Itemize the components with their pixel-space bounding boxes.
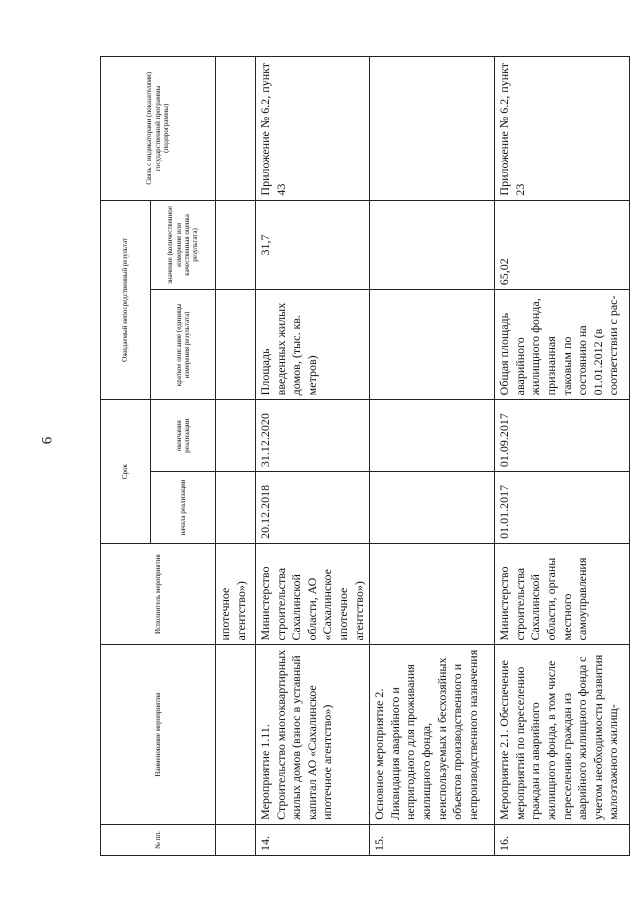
cell-executor: ипотечное агентство») — [216, 543, 256, 645]
header-start: начала реализации — [151, 472, 216, 544]
header-term: Срок — [101, 400, 151, 544]
cell-end — [370, 400, 495, 472]
cell-value — [370, 200, 495, 290]
cell-desc — [216, 290, 256, 400]
cell-end — [216, 400, 256, 472]
cell-executor: Министерство строительства Сахалинской области, органы местного самоуправления — [495, 543, 630, 645]
cell-link — [370, 57, 495, 201]
table-row — [216, 57, 256, 856]
cell-value: 65,02 — [495, 200, 630, 290]
page-number: 6 — [39, 436, 56, 445]
cell-start: 20.12.2018 — [256, 472, 370, 544]
cell-num: 16. — [495, 824, 630, 855]
cell-link — [216, 57, 256, 201]
cell-desc — [370, 290, 495, 400]
cell-end: 31.12.2020 — [256, 400, 370, 472]
cell-executor — [370, 543, 495, 645]
cell-desc: Площадь введенных жилых домов, (тыс. кв. метров) — [256, 290, 370, 400]
cell-name: Мероприятие 1.11. Строительство многоквартирных жилых домов (взнос в уставный капитал АО «Сахалинское ипотечное агентство») — [256, 645, 370, 824]
header-value: значение (количественное измерение или качественная оценка результата) — [151, 200, 216, 290]
cell-start — [370, 472, 495, 544]
cell-link: Приложение № 6.2, пункт 43 — [256, 57, 370, 201]
rotated-table-container — [100, 56, 620, 856]
header-num: № пп. — [101, 824, 216, 855]
cell-num: 15. — [370, 824, 495, 855]
table-row — [370, 57, 495, 856]
cell-start: 01.01.2017 — [495, 472, 630, 544]
cell-name: Мероприятие 2.1. Обеспечение мероприятий по переселению граждан из аварийного жилищного фонда, в том числе переселению граждан из аварийного жилищного фонда с учетом необходимости развития малоэтажного жилищ- — [495, 645, 630, 824]
cell-link: Приложение № 6.2, пункт 23 — [495, 57, 630, 201]
cell-value — [216, 200, 256, 290]
header-expected: Ожидаемый непосредственный результат — [101, 200, 151, 400]
cell-executor: Министерство строительства Сахалинской области, АО «Сахалинское ипотечное агентство») — [256, 543, 370, 645]
cell-desc: Общая площадь аварийного жилищного фонда, признанная таковым по состоянию на 01.01.2012 (в соответствии с рас- — [495, 290, 630, 400]
cell-start — [216, 472, 256, 544]
cell-name: Основное мероприятие 2. Ликвидация аварийного и непригодного для проживания жилищного фонда, неиспользуемых и бесхозяйных объектов производственного и непроизводственного назначения — [370, 645, 495, 824]
activities-table — [100, 56, 630, 856]
header-link: Связь с индикаторами (показателями) государственной программы (подпрограммы) — [101, 57, 216, 201]
cell-num: 14. — [256, 824, 370, 855]
cell-num — [216, 824, 256, 855]
header-end: окончания реализации — [151, 400, 216, 472]
header-desc: краткое описание (единицы измерения результата) — [151, 290, 216, 400]
header-name: Наименование мероприятия — [101, 645, 216, 824]
cell-end: 01.09.2017 — [495, 400, 630, 472]
table-row — [256, 57, 370, 856]
cell-value: 31,7 — [256, 200, 370, 290]
table-row — [495, 57, 630, 856]
header-executor: Исполнитель мероприятия — [101, 543, 216, 645]
cell-name — [216, 645, 256, 824]
